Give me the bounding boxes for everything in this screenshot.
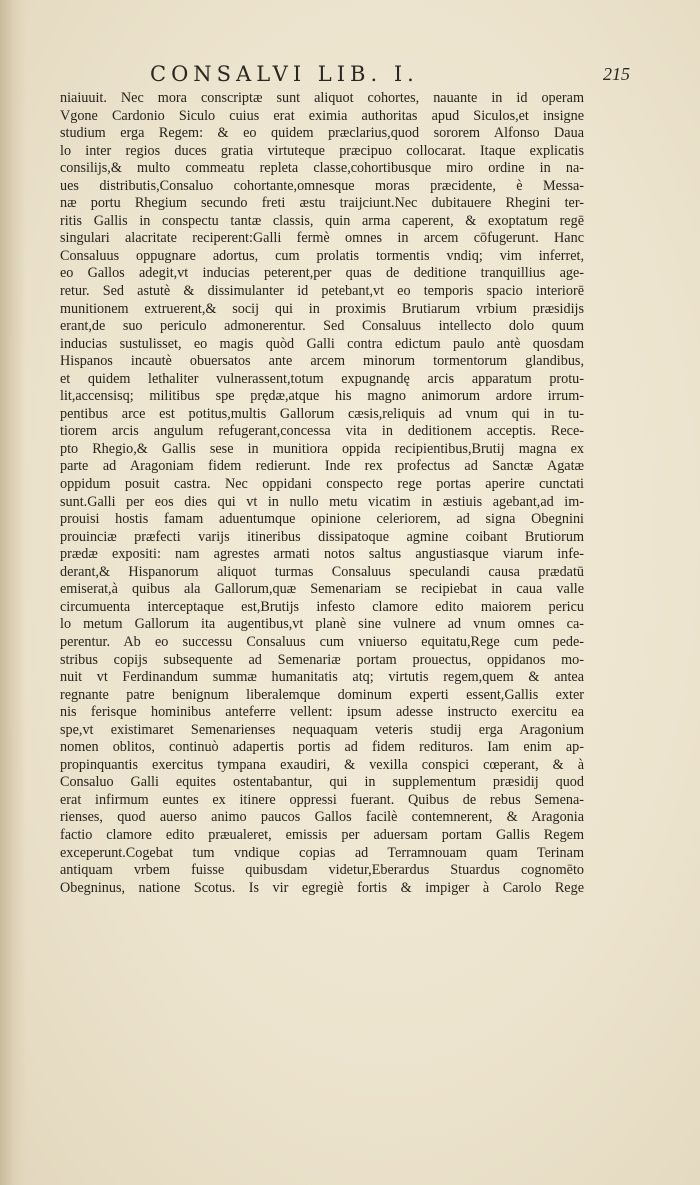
page-header	[150, 62, 630, 92]
text-line: nis ferisque hominibus anteferre vellent: ipsum adesse instructo exercitu ea	[60, 704, 584, 721]
text-line: ues distributis,Consaluo cohortante,omnesque moras præcidente, è Messa-	[60, 177, 584, 194]
text-line: emiserat,à quibus ala Gallorum,quæ Semenariam se recipiebat in caua valle	[60, 581, 584, 598]
text-line: nuit vt Ferdinandum summæ humanitatis atq; virtutis regem,quem & antea	[60, 669, 584, 686]
text-line: spe,vt existimaret Semenarienses nequaquam veteris studij erga Aragonium	[60, 721, 584, 738]
text-line: consilijs,& multo commeatu repleta classe,cohortibusque miro ordine in na-	[60, 160, 584, 177]
text-line: pto Rhegio,& Gallis sese in munitiora oppida recipientibus,Brutij magna ex	[60, 440, 584, 457]
text-line: Vgone Cardonio Siculo cuius erat eximia authoritas apud Siculos,et insigne	[60, 107, 584, 124]
page-gutter-shadow	[0, 0, 26, 1185]
running-head: CONSALVI LIB. I.	[150, 62, 419, 86]
text-line: antiquam vrbem fuisse quibusdam videtur,Eberardus Stuardus cognomēto	[60, 862, 584, 879]
text-line: munitionem extruerent,& socij qui in proximis Brutiarum vrbium præsidijs	[60, 300, 584, 317]
text-line: prædæ expositi: nam agrestes armati notos saltus angustiasque viarum infe-	[60, 546, 584, 563]
text-line: inducias sustulisset, eo magis quòd Galli contra edictum paulo antè quosdam	[60, 335, 584, 352]
text-line: ritis Gallis in conspectu tantæ classis, quin arma caperent, & exoptatum regē	[60, 212, 584, 229]
text-line: singulari alacritate reciperent:Galli fermè omnes in arcem cōfugerunt. Hanc	[60, 230, 584, 247]
text-line: nomen oblitos, continuò adapertis portis ad fidem redituros. Iam enim ap-	[60, 739, 584, 756]
text-line: næ portu Rhegium secundo freti æstu traijciunt.Nec dubitauere Rhegini ter-	[60, 195, 584, 212]
text-line: derant,& Hispanorum aliquot turmas Consaluus speculandi causa prædatū	[60, 563, 584, 580]
text-line: pentibus arce est potitus,multis Gallorum cæsis,reliquis ad vnum qui in tu-	[60, 405, 584, 422]
body-text	[60, 90, 584, 897]
text-line: erat infirmum euntes ex itinere oppressi fuerant. Quibus de rebus Semena-	[60, 791, 584, 808]
text-line: factio clamore edito præualeret, emissis per aduersam portam Gallis Regem	[60, 826, 584, 843]
text-line: niaiuuit. Nec mora conscriptæ sunt aliquot cohortes, nauante in id operam	[60, 90, 584, 106]
text-line: Consaluo Galli equites ostentabantur, qui in supplementum præsidij quod	[60, 774, 584, 791]
text-line: stribus copijs subsequente ad Semenariæ portam prouectus, oppidanos mo-	[60, 651, 584, 668]
text-line: regnante patre benignum liberalemque dominum experti essent,Gallis exter	[60, 686, 584, 703]
text-line: rienses, quod auerso animo paucos Gallos facilè contemnerent, & Aragonia	[60, 809, 584, 826]
text-line: sunt.Galli per eos dies qui vt in nullo metu vicatim in æstiuis agebant,ad im-	[60, 493, 584, 510]
text-line: parte ad Aragoniam fidem redierunt. Inde rex profectus ad Sanctæ Agatæ	[60, 458, 584, 475]
text-line: prouisi hostis famam aduentumque opinione celeriorem, ad signa Obegnini	[60, 511, 584, 528]
text-line: Obegninus, natione Scotus. Is vir egregiè fortis & impiger à Carolo Rege	[60, 879, 584, 896]
text-line: lo metum Gallorum ita augentibus,vt planè sine vulnere ad vnum omnes ca-	[60, 616, 584, 633]
text-line: erant,de suo periculo admonerentur. Sed Consaluus intellecto dolo quum	[60, 318, 584, 335]
text-line: et quidem lethaliter vulnerassent,totum expugnandę arcis apparatum protu-	[60, 370, 584, 387]
text-line: propinquantis exercitus tympana exaudiri, & vexilla conspici cœperant, & à	[60, 756, 584, 773]
text-line: lit,accensisq; militibus spe prędæ,atque his magno animorum ardore irrum-	[60, 388, 584, 405]
text-line: oppidum posuit castra. Nec oppidani conspecto rege portas aperire cunctati	[60, 476, 584, 493]
text-line: studium erga Regem: & eo quidem præclarius,quod sororem Alfonso Daua	[60, 125, 584, 142]
text-line: tiorem arcis angulum refugerant,concessa vita in deditionem acceptis. Rece-	[60, 423, 584, 440]
text-line: eo Gallos adegit,vt inducias peterent,per quas de deditione tranquillius age-	[60, 265, 584, 282]
text-line: perentur. Ab eo successu Consaluus cum vniuerso equitatu,Rege cum pede-	[60, 633, 584, 650]
text-line: lo inter regios duces gratia virtuteque præcipuo collocarat. Itaque explicatis	[60, 142, 584, 159]
page-number: 215	[603, 64, 630, 84]
text-line: circumuenta interceptaque est,Brutijs infesto clamore edito maiorem pericu	[60, 598, 584, 615]
text-line: Consaluus oppugnare adortus, cum prolatis tormentis vndiq; vim inferret,	[60, 247, 584, 264]
text-line: retur. Sed astutè & dissimulanter id petebant,vt eo temporis spacio interiorē	[60, 283, 584, 300]
text-line: Hispanos incautè obuersatos ante arcem minorum tormentorum glandibus,	[60, 353, 584, 370]
text-line: prouinciæ præfecti varijs itineribus dissipatoque agmine coibant Brutiorum	[60, 528, 584, 545]
text-line: exceperunt.Cogebat tum vndique copias ad Terramnouam quam Terinam	[60, 844, 584, 861]
